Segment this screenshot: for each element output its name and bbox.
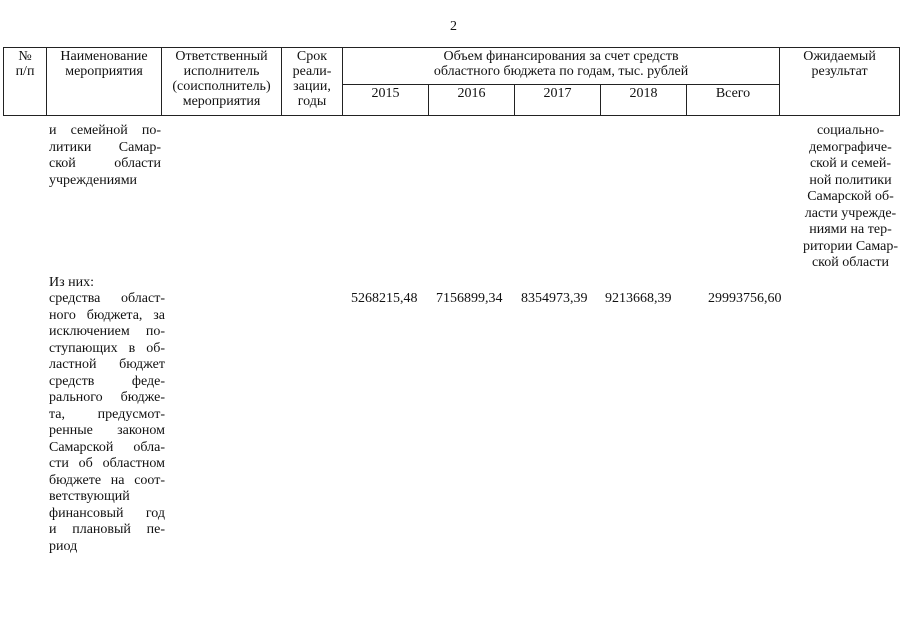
- header-year-2018: 2018: [601, 85, 687, 116]
- header-year-2017: 2017: [515, 85, 601, 116]
- header-total: Всего: [687, 85, 780, 116]
- value-2015: 5268215,48: [351, 291, 418, 306]
- header-table: [3, 47, 900, 116]
- value-2017: 8354973,39: [521, 291, 588, 306]
- header-year-2015: 2015: [343, 85, 429, 116]
- value-total: 29993756,60: [708, 291, 782, 306]
- header-responsible: Ответственный исполнитель (соисполнитель) мероприятия: [162, 48, 282, 116]
- page-number: 2: [450, 19, 457, 34]
- row2-name: средства област- ного бюджета, за исключением по- ступающих в об- ластной бюджет средств феде- рального бюдже- та, предусмот- ренные законом Самарской обла- сти об областном бюджете на соот- ветствующий финансовый год и плановый пе- риод: [49, 291, 165, 554]
- header-funding: Объем финансирования за счет средств областного бюджета по годам, тыс. рублей: [343, 48, 780, 85]
- header-year-2016: 2016: [429, 85, 515, 116]
- row1-expected-result: социально- демографиче- ской и семей- ной политики Самарской об- ласти учрежде- ниями на тер- ритории Самар- ской области: [802, 123, 899, 270]
- value-2016: 7156899,34: [436, 291, 503, 306]
- header-term: Срок реали- зации, годы: [282, 48, 343, 116]
- row2-heading: Из них:: [49, 275, 95, 290]
- value-2018: 9213668,39: [605, 291, 672, 306]
- header-event-name: Наименование мероприятия: [47, 48, 162, 116]
- row1-name: и семейной по- литики Самар- ской области учреждениями: [49, 123, 161, 188]
- header-expected-result: Ожидаемый результат: [780, 48, 900, 116]
- header-number: № п/п: [4, 48, 47, 116]
